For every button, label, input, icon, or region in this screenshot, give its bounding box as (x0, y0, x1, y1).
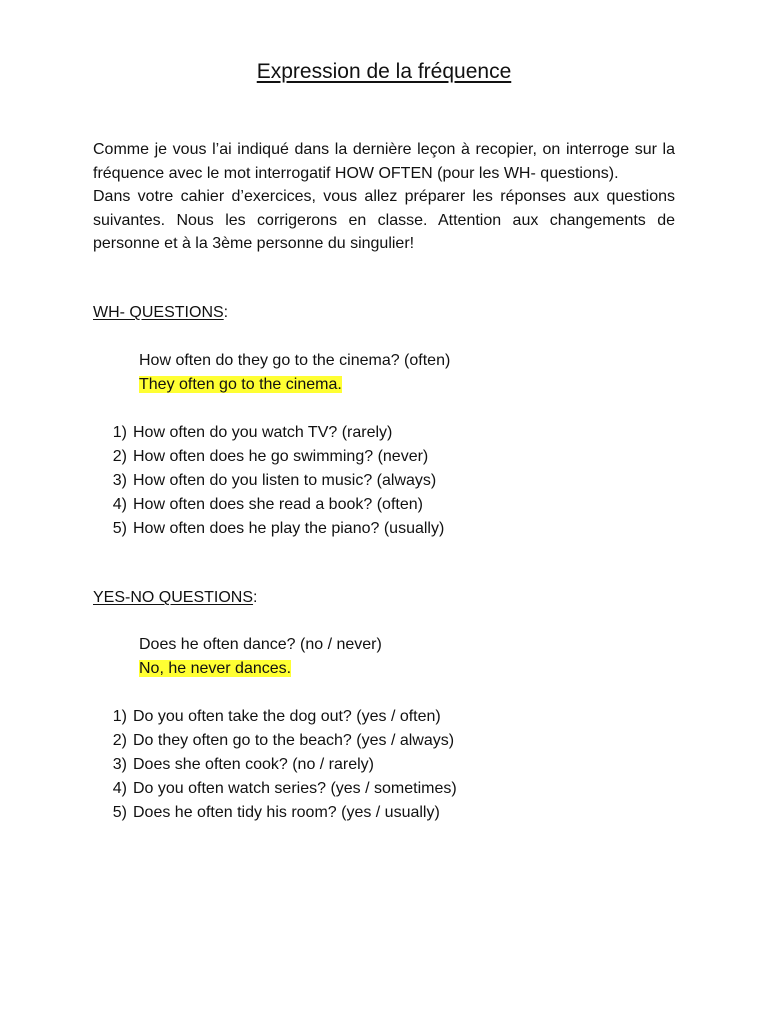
list-item-text: Do you often watch series? (yes / sometimes) (133, 780, 457, 797)
list-item-text: How often do you listen to music? (always) (133, 472, 437, 489)
list-item-number: 1) (112, 424, 127, 441)
wh-example (139, 349, 450, 397)
yesno-example-answer-highlight: No, he never dances. (139, 660, 292, 677)
intro-paragraph-1: Comme je vous l’ai indiqué dans la dernière leçon à recopier, on interroge sur la fréquence avec le mot interrogatif HOW OFTEN (pour les WH- questions). (93, 141, 675, 182)
yesno-example-question: Does he often dance? (no / never) (139, 636, 382, 653)
list-item-number: 4) (112, 780, 127, 797)
list-item-text: How often do you watch TV? (rarely) (133, 424, 393, 441)
list-item-text: How often does he play the piano? (usually) (133, 520, 445, 537)
intro-paragraph-2: Dans votre cahier d’exercices, vous allez préparer les réponses aux questions suivantes. Nous les corrigerons en classe. Attention aux changements de personne et à la 3ème personne du singulier! (93, 188, 675, 252)
list-item-number: 2) (112, 732, 127, 749)
wh-example-answer (139, 373, 450, 397)
yesno-questions-heading-colon: : (253, 589, 258, 606)
yesno-example (139, 633, 382, 681)
list-item (93, 469, 444, 493)
list-item (93, 493, 444, 517)
intro-text (93, 138, 675, 256)
list-item-number: 3) (112, 472, 127, 489)
wh-questions-heading (93, 301, 228, 325)
list-item-text: Does he often tidy his room? (yes / usually) (133, 804, 440, 821)
list-item-text: How often does he go swimming? (never) (133, 448, 429, 465)
list-item (93, 517, 444, 541)
list-item-text: Do they often go to the beach? (yes / always) (133, 732, 455, 749)
list-item-text: How often does she read a book? (often) (133, 496, 423, 513)
list-item-number: 1) (112, 708, 127, 725)
list-item-number: 5) (112, 520, 127, 537)
list-item (93, 753, 457, 777)
list-item (93, 705, 457, 729)
wh-example-answer-highlight: They often go to the cinema. (139, 376, 342, 393)
list-item (93, 801, 457, 825)
yesno-questions-heading (93, 586, 257, 610)
list-item-number: 2) (112, 448, 127, 465)
list-item (93, 421, 444, 445)
list-item (93, 445, 444, 469)
wh-questions-list (93, 421, 444, 541)
list-item-text: Does she often cook? (no / rarely) (133, 756, 375, 773)
list-item-number: 3) (112, 756, 127, 773)
page-title: Expression de la fréquence (256, 60, 512, 83)
yesno-example-answer (139, 657, 382, 681)
list-item-text: Do you often take the dog out? (yes / often) (133, 708, 441, 725)
yesno-questions-list (93, 705, 457, 825)
wh-questions-heading-colon: : (223, 304, 229, 321)
list-item (93, 777, 457, 801)
wh-questions-heading-label: WH- QUESTIONS (93, 304, 224, 321)
list-item-number: 4) (112, 496, 127, 513)
list-item-number: 5) (112, 804, 127, 821)
yesno-questions-heading-label: YES-NO QUESTIONS (93, 589, 254, 606)
wh-example-question: How often do they go to the cinema? (often) (139, 352, 451, 369)
list-item (93, 729, 457, 753)
